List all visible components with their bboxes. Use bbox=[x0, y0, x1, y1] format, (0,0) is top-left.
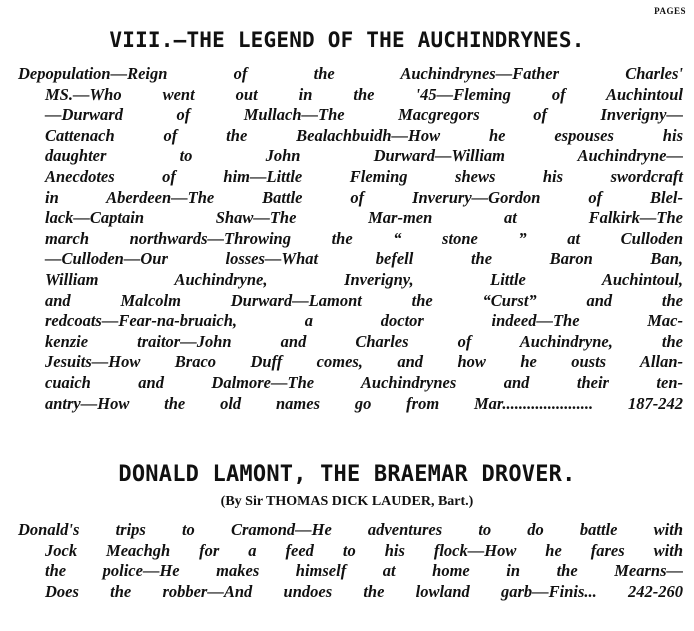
synopsis-line: daughter to John Durward—William Auchindryne— bbox=[45, 146, 683, 166]
synopsis-line: Donald's trips to Cramond—He adventures to do battle with bbox=[18, 520, 683, 539]
synopsis-line: —Culloden—Our losses—What befell the Baron Ban, bbox=[45, 249, 683, 269]
synopsis-line: cuaich and Dalmore—The Auchindrynes and their ten- bbox=[45, 372, 683, 392]
byline-author: Sir THOMAS DICK LAUDER, Bart. bbox=[245, 494, 469, 509]
chapter-title-legend-of-auchindrynes: VIII.—THE LEGEND OF THE AUCHINDRYNES. bbox=[109, 28, 585, 52]
synopsis-line: Jesuits—How Braco Duff comes, and how he ousts Allan- bbox=[45, 352, 683, 372]
byline-open: (By bbox=[220, 494, 246, 509]
pages-column-label: PAGES bbox=[654, 6, 686, 16]
synopsis-line: march northwards—Throwing the “ stone ” at Culloden bbox=[45, 228, 683, 248]
synopsis-line: Jock Meachgh for a feed to his flock—How he fares with bbox=[45, 540, 683, 560]
synopsis-line: in Aberdeen—The Battle of Inverury—Gordon of Blel- bbox=[45, 187, 683, 207]
synopsis-line: kenzie traitor—John and Charles of Auchindryne, the bbox=[45, 331, 683, 351]
synopsis-line: Cattenach of the Bealachbuidh—How he espouses his bbox=[45, 125, 683, 145]
synopsis-line: MS.—Who went out in the '45—Fleming of Auchintoul bbox=[45, 84, 683, 104]
synopsis-line: Depopulation—Reign of the Auchindrynes—Father Charles' bbox=[18, 64, 683, 83]
synopsis-line: —Durward of Mullach—The Macgregors of Inverigny— bbox=[45, 105, 683, 125]
chapter-title-donald-lamont: DONALD LAMONT, THE BRAEMAR DROVER. bbox=[118, 462, 576, 487]
synopsis-line: Anecdotes of him—Little Fleming shews his swordcraft bbox=[45, 166, 683, 186]
synopsis-line: the police—He makes himself at home in the Mearns— bbox=[45, 561, 683, 581]
chapter-synopsis-auchindrynes bbox=[18, 64, 683, 414]
synopsis-line: William Auchindryne, Inverigny, Little Auchintoul, bbox=[45, 269, 683, 289]
byline-close: ) bbox=[468, 494, 474, 509]
synopsis-line: lack—Captain Shaw—The Mar-men at Falkirk—The bbox=[45, 208, 683, 228]
author-byline bbox=[0, 494, 694, 510]
synopsis-line-with-page-range: Does the robber—And undoes the lowland garb—Finis... 242-260 bbox=[45, 581, 683, 601]
synopsis-line: and Malcolm Durward—Lamont the “Curst” and the bbox=[45, 290, 683, 310]
synopsis-line: redcoats—Fear-na-bruaich, a doctor indeed—The Mac- bbox=[45, 311, 683, 331]
synopsis-line-with-page-range: antry—How the old names go from Mar...................... 187-242 bbox=[45, 393, 683, 413]
chapter-synopsis-donald-lamont bbox=[18, 520, 683, 602]
